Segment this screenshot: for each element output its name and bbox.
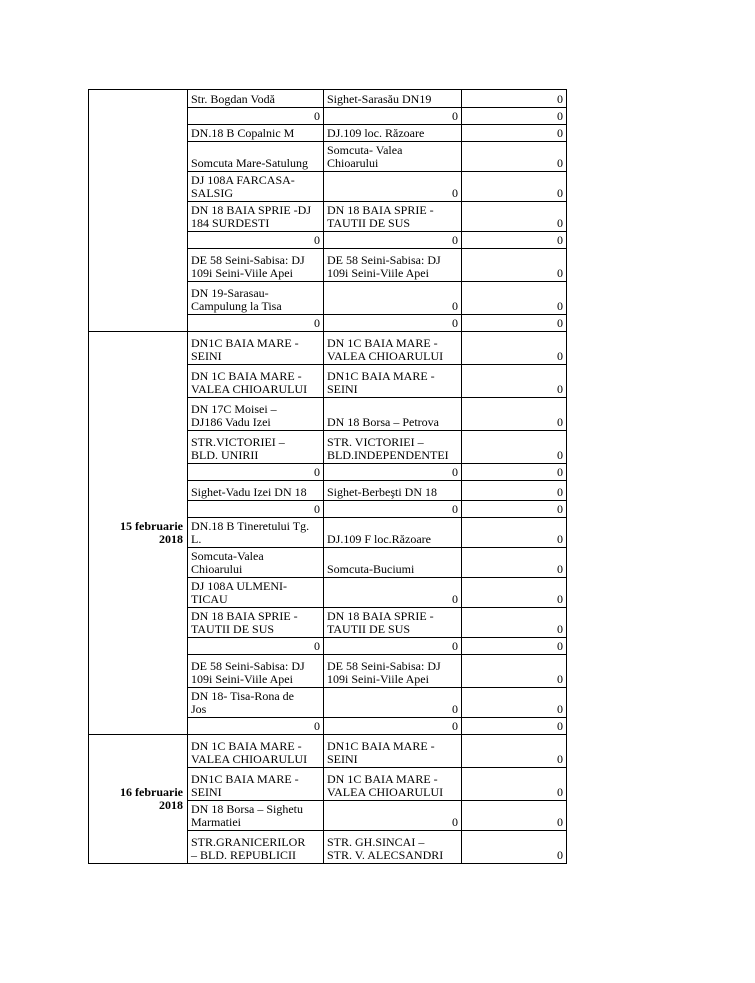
- road-to-cell: [324, 735, 462, 768]
- date-cell: [89, 735, 188, 864]
- cell-text: 0: [557, 216, 563, 230]
- road-from-cell: [188, 142, 324, 172]
- cell-text: 0: [557, 126, 563, 140]
- cell-text: 0: [314, 233, 320, 247]
- road-from-cell: [188, 90, 324, 108]
- cell-text: 0: [557, 233, 563, 247]
- cell-text: STR. GH.SINCAI – STR. V. ALECSANDRI: [327, 835, 444, 862]
- cell-text: DN 1C BAIA MARE - VALEA CHIOARULUI: [191, 369, 308, 396]
- table-row: [89, 332, 567, 365]
- value-cell: [462, 172, 567, 202]
- cell-text: DN 1C BAIA MARE - VALEA CHIOARULUI: [327, 772, 444, 799]
- road-from-cell: [188, 638, 324, 655]
- value-cell: [462, 315, 567, 332]
- road-to-cell: [324, 464, 462, 481]
- date-cell: [89, 90, 188, 332]
- cell-text: Sighet-Berbeşti DN 18: [327, 485, 437, 499]
- cell-text: DN 18 Borsa – Sighetu Marmatiei: [191, 802, 303, 829]
- road-to-cell: [324, 688, 462, 718]
- cell-text: DN1C BAIA MARE - SEINI: [327, 739, 435, 766]
- cell-text: 0: [452, 233, 458, 247]
- cell-text: DE 58 Seini-Sabisa: DJ 109i Seini-Viile Apei: [191, 659, 305, 686]
- value-cell: [462, 801, 567, 831]
- value-cell: [462, 249, 567, 282]
- cell-text: DN 1C BAIA MARE - VALEA CHIOARULUI: [327, 336, 444, 363]
- cell-text: 0: [557, 848, 563, 862]
- value-cell: [462, 655, 567, 688]
- road-to-cell: [324, 332, 462, 365]
- cell-text: 0: [452, 465, 458, 479]
- value-cell: [462, 108, 567, 125]
- cell-text: DN 18 Borsa – Petrova: [327, 415, 439, 429]
- cell-text: 0: [557, 639, 563, 653]
- cell-text: STR.GRANICERILOR – BLD. REPUBLICII: [191, 835, 306, 862]
- value-cell: [462, 232, 567, 249]
- cell-text: 0: [452, 592, 458, 606]
- road-from-cell: [188, 735, 324, 768]
- cell-text: DN 18- Tisa-Rona de Jos: [191, 689, 295, 716]
- cell-text: DN.18 B Copalnic M: [191, 126, 295, 140]
- cell-text: 0: [557, 815, 563, 829]
- value-cell: [462, 202, 567, 232]
- value-cell: [462, 431, 567, 464]
- cell-text: 0: [314, 502, 320, 516]
- road-from-cell: [188, 578, 324, 608]
- cell-text: 0: [557, 382, 563, 396]
- road-from-cell: [188, 108, 324, 125]
- road-from-cell: [188, 831, 324, 864]
- cell-text: DE 58 Seini-Sabisa: DJ 109i Seini-Viile Apei: [327, 253, 441, 280]
- cell-text: 0: [557, 485, 563, 499]
- road-to-cell: [324, 172, 462, 202]
- road-from-cell: [188, 431, 324, 464]
- road-to-cell: [324, 315, 462, 332]
- road-to-cell: [324, 608, 462, 638]
- cell-text: DN.18 B Tineretului Tg. L.: [191, 519, 310, 546]
- road-to-cell: [324, 431, 462, 464]
- road-to-cell: [324, 398, 462, 431]
- value-cell: [462, 768, 567, 801]
- value-cell: [462, 142, 567, 172]
- road-to-cell: [324, 801, 462, 831]
- road-from-cell: [188, 768, 324, 801]
- road-from-cell: [188, 315, 324, 332]
- road-to-cell: [324, 142, 462, 172]
- value-cell: [462, 125, 567, 142]
- road-to-cell: [324, 548, 462, 578]
- roads-table-body: [89, 90, 567, 864]
- cell-text: 0: [557, 562, 563, 576]
- road-to-cell: [324, 249, 462, 282]
- cell-text: DN 18 BAIA SPRIE -DJ 184 SURDESTI: [191, 203, 312, 230]
- cell-text: 0: [452, 109, 458, 123]
- table-row: [89, 735, 567, 768]
- cell-text: 0: [557, 448, 563, 462]
- road-to-cell: [324, 282, 462, 315]
- cell-text: DN 1C BAIA MARE - VALEA CHIOARULUI: [191, 739, 308, 766]
- cell-text: DJ.109 F loc.Răzoare: [327, 532, 431, 546]
- cell-text: 0: [557, 592, 563, 606]
- value-cell: [462, 501, 567, 518]
- road-to-cell: [324, 655, 462, 688]
- value-cell: [462, 688, 567, 718]
- value-cell: [462, 332, 567, 365]
- road-from-cell: [188, 282, 324, 315]
- road-to-cell: [324, 481, 462, 501]
- road-from-cell: [188, 125, 324, 142]
- road-to-cell: [324, 718, 462, 735]
- road-from-cell: [188, 232, 324, 249]
- road-from-cell: [188, 801, 324, 831]
- date-label: 16 februarie 2018: [120, 784, 183, 812]
- cell-text: Sighet-Sarasău DN19: [327, 92, 432, 106]
- cell-text: DJ 108A FARCASA- SALSIG: [191, 173, 295, 200]
- road-to-cell: [324, 501, 462, 518]
- cell-text: 0: [452, 702, 458, 716]
- value-cell: [462, 464, 567, 481]
- cell-text: 0: [557, 266, 563, 280]
- roads-table: [88, 89, 567, 864]
- cell-text: 0: [452, 316, 458, 330]
- cell-text: DN 18 BAIA SPRIE - TAUTII DE SUS: [327, 203, 434, 230]
- road-to-cell: [324, 578, 462, 608]
- cell-text: 0: [557, 156, 563, 170]
- cell-text: DN1C BAIA MARE - SEINI: [191, 336, 299, 363]
- cell-text: DN 18 BAIA SPRIE - TAUTII DE SUS: [327, 609, 434, 636]
- road-to-cell: [324, 232, 462, 249]
- road-from-cell: [188, 688, 324, 718]
- road-from-cell: [188, 518, 324, 548]
- cell-text: 0: [314, 465, 320, 479]
- road-to-cell: [324, 638, 462, 655]
- cell-text: Somcuta-Buciumi: [327, 562, 415, 576]
- date-label: 15 februarie 2018: [120, 518, 183, 546]
- road-to-cell: [324, 365, 462, 398]
- road-from-cell: [188, 548, 324, 578]
- road-from-cell: [188, 249, 324, 282]
- cell-text: DJ 108A ULMENI- TICAU: [191, 579, 287, 606]
- cell-text: 0: [452, 719, 458, 733]
- road-to-cell: [324, 125, 462, 142]
- value-cell: [462, 831, 567, 864]
- cell-text: 0: [557, 785, 563, 799]
- road-from-cell: [188, 398, 324, 431]
- cell-text: 0: [557, 415, 563, 429]
- road-to-cell: [324, 202, 462, 232]
- cell-text: 0: [557, 186, 563, 200]
- road-to-cell: [324, 831, 462, 864]
- cell-text: STR. VICTORIEI – BLD.INDEPENDENTEI: [327, 435, 449, 462]
- cell-text: 0: [557, 752, 563, 766]
- cell-text: 0: [557, 532, 563, 546]
- cell-text: 0: [557, 702, 563, 716]
- cell-text: 0: [452, 639, 458, 653]
- value-cell: [462, 90, 567, 108]
- cell-text: DN 19-Sarasau- Campulung la Tisa: [191, 286, 282, 313]
- cell-text: DN1C BAIA MARE - SEINI: [191, 772, 299, 799]
- road-from-cell: [188, 202, 324, 232]
- value-cell: [462, 638, 567, 655]
- cell-text: 0: [557, 299, 563, 313]
- cell-text: 0: [452, 299, 458, 313]
- road-to-cell: [324, 108, 462, 125]
- cell-text: 0: [452, 815, 458, 829]
- cell-text: DE 58 Seini-Sabisa: DJ 109i Seini-Viile Apei: [191, 253, 305, 280]
- cell-text: DN1C BAIA MARE - SEINI: [327, 369, 435, 396]
- road-to-cell: [324, 518, 462, 548]
- cell-text: DN 17C Moisei – DJ186 Vadu Izei: [191, 402, 277, 429]
- cell-text: 0: [314, 109, 320, 123]
- cell-text: STR.VICTORIEI – BLD. UNIRII: [191, 435, 285, 462]
- cell-text: 0: [557, 109, 563, 123]
- road-from-cell: [188, 365, 324, 398]
- cell-text: Somcuta- Valea Chioarului: [327, 143, 403, 170]
- value-cell: [462, 608, 567, 638]
- table-row: [89, 90, 567, 108]
- cell-text: 0: [452, 186, 458, 200]
- cell-text: Sighet-Vadu Izei DN 18: [191, 485, 307, 499]
- cell-text: 0: [557, 465, 563, 479]
- cell-text: DN 18 BAIA SPRIE - TAUTII DE SUS: [191, 609, 298, 636]
- cell-text: Somcuta-Valea Chioarului: [191, 549, 264, 576]
- value-cell: [462, 365, 567, 398]
- road-from-cell: [188, 172, 324, 202]
- value-cell: [462, 282, 567, 315]
- road-from-cell: [188, 332, 324, 365]
- road-to-cell: [324, 768, 462, 801]
- cell-text: DJ.109 loc. Răzoare: [327, 126, 425, 140]
- cell-text: DE 58 Seini-Sabisa: DJ 109i Seini-Viile Apei: [327, 659, 441, 686]
- cell-text: 0: [557, 316, 563, 330]
- cell-text: 0: [557, 719, 563, 733]
- value-cell: [462, 548, 567, 578]
- cell-text: Somcuta Mare-Satulung: [191, 156, 308, 170]
- road-from-cell: [188, 608, 324, 638]
- cell-text: 0: [557, 502, 563, 516]
- road-from-cell: [188, 655, 324, 688]
- value-cell: [462, 481, 567, 501]
- value-cell: [462, 578, 567, 608]
- date-cell: [89, 332, 188, 735]
- cell-text: 0: [557, 92, 563, 106]
- cell-text: 0: [452, 502, 458, 516]
- road-from-cell: [188, 481, 324, 501]
- cell-text: 0: [557, 622, 563, 636]
- cell-text: 0: [557, 672, 563, 686]
- value-cell: [462, 518, 567, 548]
- value-cell: [462, 735, 567, 768]
- value-cell: [462, 718, 567, 735]
- road-to-cell: [324, 90, 462, 108]
- cell-text: 0: [314, 719, 320, 733]
- value-cell: [462, 398, 567, 431]
- road-from-cell: [188, 718, 324, 735]
- cell-text: 0: [314, 639, 320, 653]
- cell-text: 0: [314, 316, 320, 330]
- road-from-cell: [188, 501, 324, 518]
- cell-text: Str. Bogdan Vodă: [191, 92, 275, 106]
- cell-text: 0: [557, 349, 563, 363]
- road-from-cell: [188, 464, 324, 481]
